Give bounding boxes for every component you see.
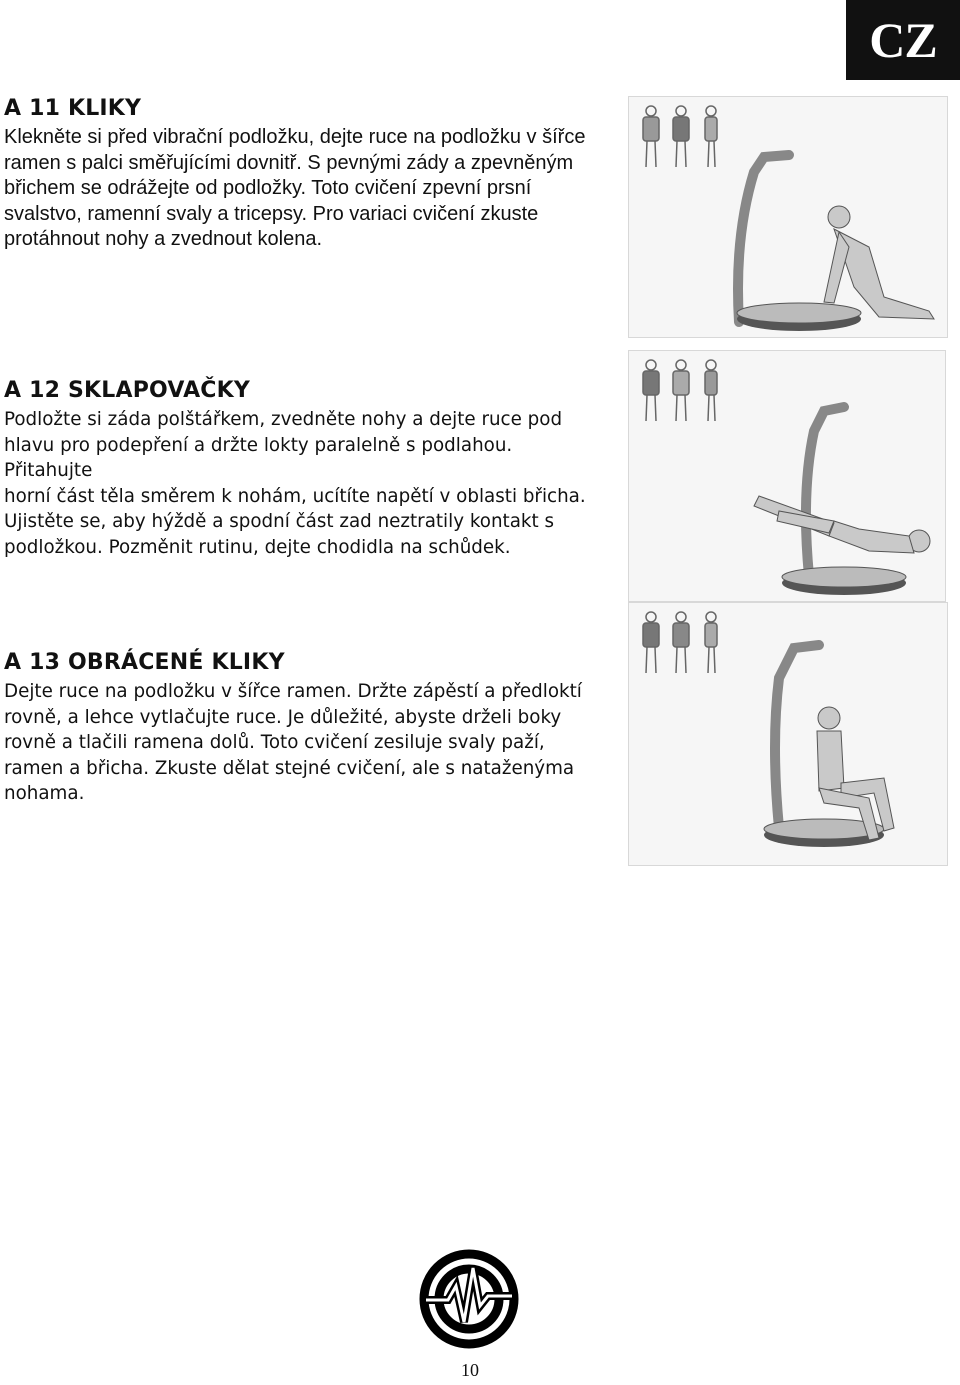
section-title: A 12 SKLAPOVAČKY [4, 378, 251, 403]
brand-logo-icon [418, 1248, 520, 1350]
section-title: A 13 OBRÁCENÉ KLIKY [4, 650, 285, 675]
body-line: Ujistěte se, aby hýždě a spodní část zad neztratily kontakt s [4, 511, 555, 533]
reverse-push-up-illustration-svg [629, 603, 947, 865]
page-number: 10 [461, 1360, 479, 1380]
crunch-exercise-illustration [628, 350, 946, 602]
muscle-chart-icon [643, 360, 717, 421]
section-title: A 11 KLIKY [4, 96, 142, 121]
body-line: ramen s palci směřujícími dovnitř. S pevnými zády a zpevněným [4, 151, 574, 174]
section-a11 [4, 96, 604, 253]
body-line: Podložte si záda polštářkem, zvedněte nohy a dejte ruce pod [4, 409, 563, 430]
body-line: rovně, a lehce vytlačujte ruce. Je důležité, abyste drželi boky [4, 706, 562, 728]
section-a12 [4, 378, 604, 561]
body-line: nohama. [4, 783, 85, 805]
reverse-push-up-exercise-illustration [628, 602, 948, 866]
push-up-exercise-illustration [628, 96, 948, 338]
section-body [4, 125, 604, 253]
language-badge: CZ [846, 0, 960, 80]
person-figure-icon [824, 206, 934, 319]
section-body [4, 679, 604, 807]
body-line: podložkou. Pozměnit rutinu, dejte chodidla na schůdek. [4, 536, 511, 558]
body-line: hlavu pro podepření a držte lokty paralelně s podlahou. Přitahujte [4, 434, 513, 482]
body-line: rovně a tlačili ramena dolů. Toto cvičení zesiluje svaly paží, [4, 732, 545, 754]
muscle-chart-icon [643, 612, 717, 673]
person-figure-icon [754, 496, 930, 553]
body-line: horní část těla směrem k nohám, ucítíte napětí v oblasti břicha. [4, 485, 586, 507]
body-line: protáhnout nohy a zvednout kolena. [4, 228, 323, 251]
body-line: břichem se odrážejte od podložky. Toto cvičení zpevní prsní [4, 177, 532, 200]
body-line: ramen a břicha. Zkuste dělat stejné cvičení, ale s nataženýma [4, 757, 575, 779]
vibration-platform-icon [782, 407, 906, 595]
body-line: Dejte ruce na podložku v šířce ramen. Držte zápěstí a předloktí [4, 681, 582, 702]
section-body [4, 407, 604, 561]
body-line: Klekněte si před vibrační podložku, dejte ruce na podložku v šířce [4, 126, 586, 148]
body-line: svalstvo, ramenní svaly a tricepsy. Pro variaci cvičení zkuste [4, 202, 539, 225]
muscle-chart-icon [643, 106, 717, 167]
push-up-illustration-svg [629, 97, 947, 337]
section-a13 [4, 650, 604, 807]
crunch-illustration-svg [629, 351, 945, 601]
